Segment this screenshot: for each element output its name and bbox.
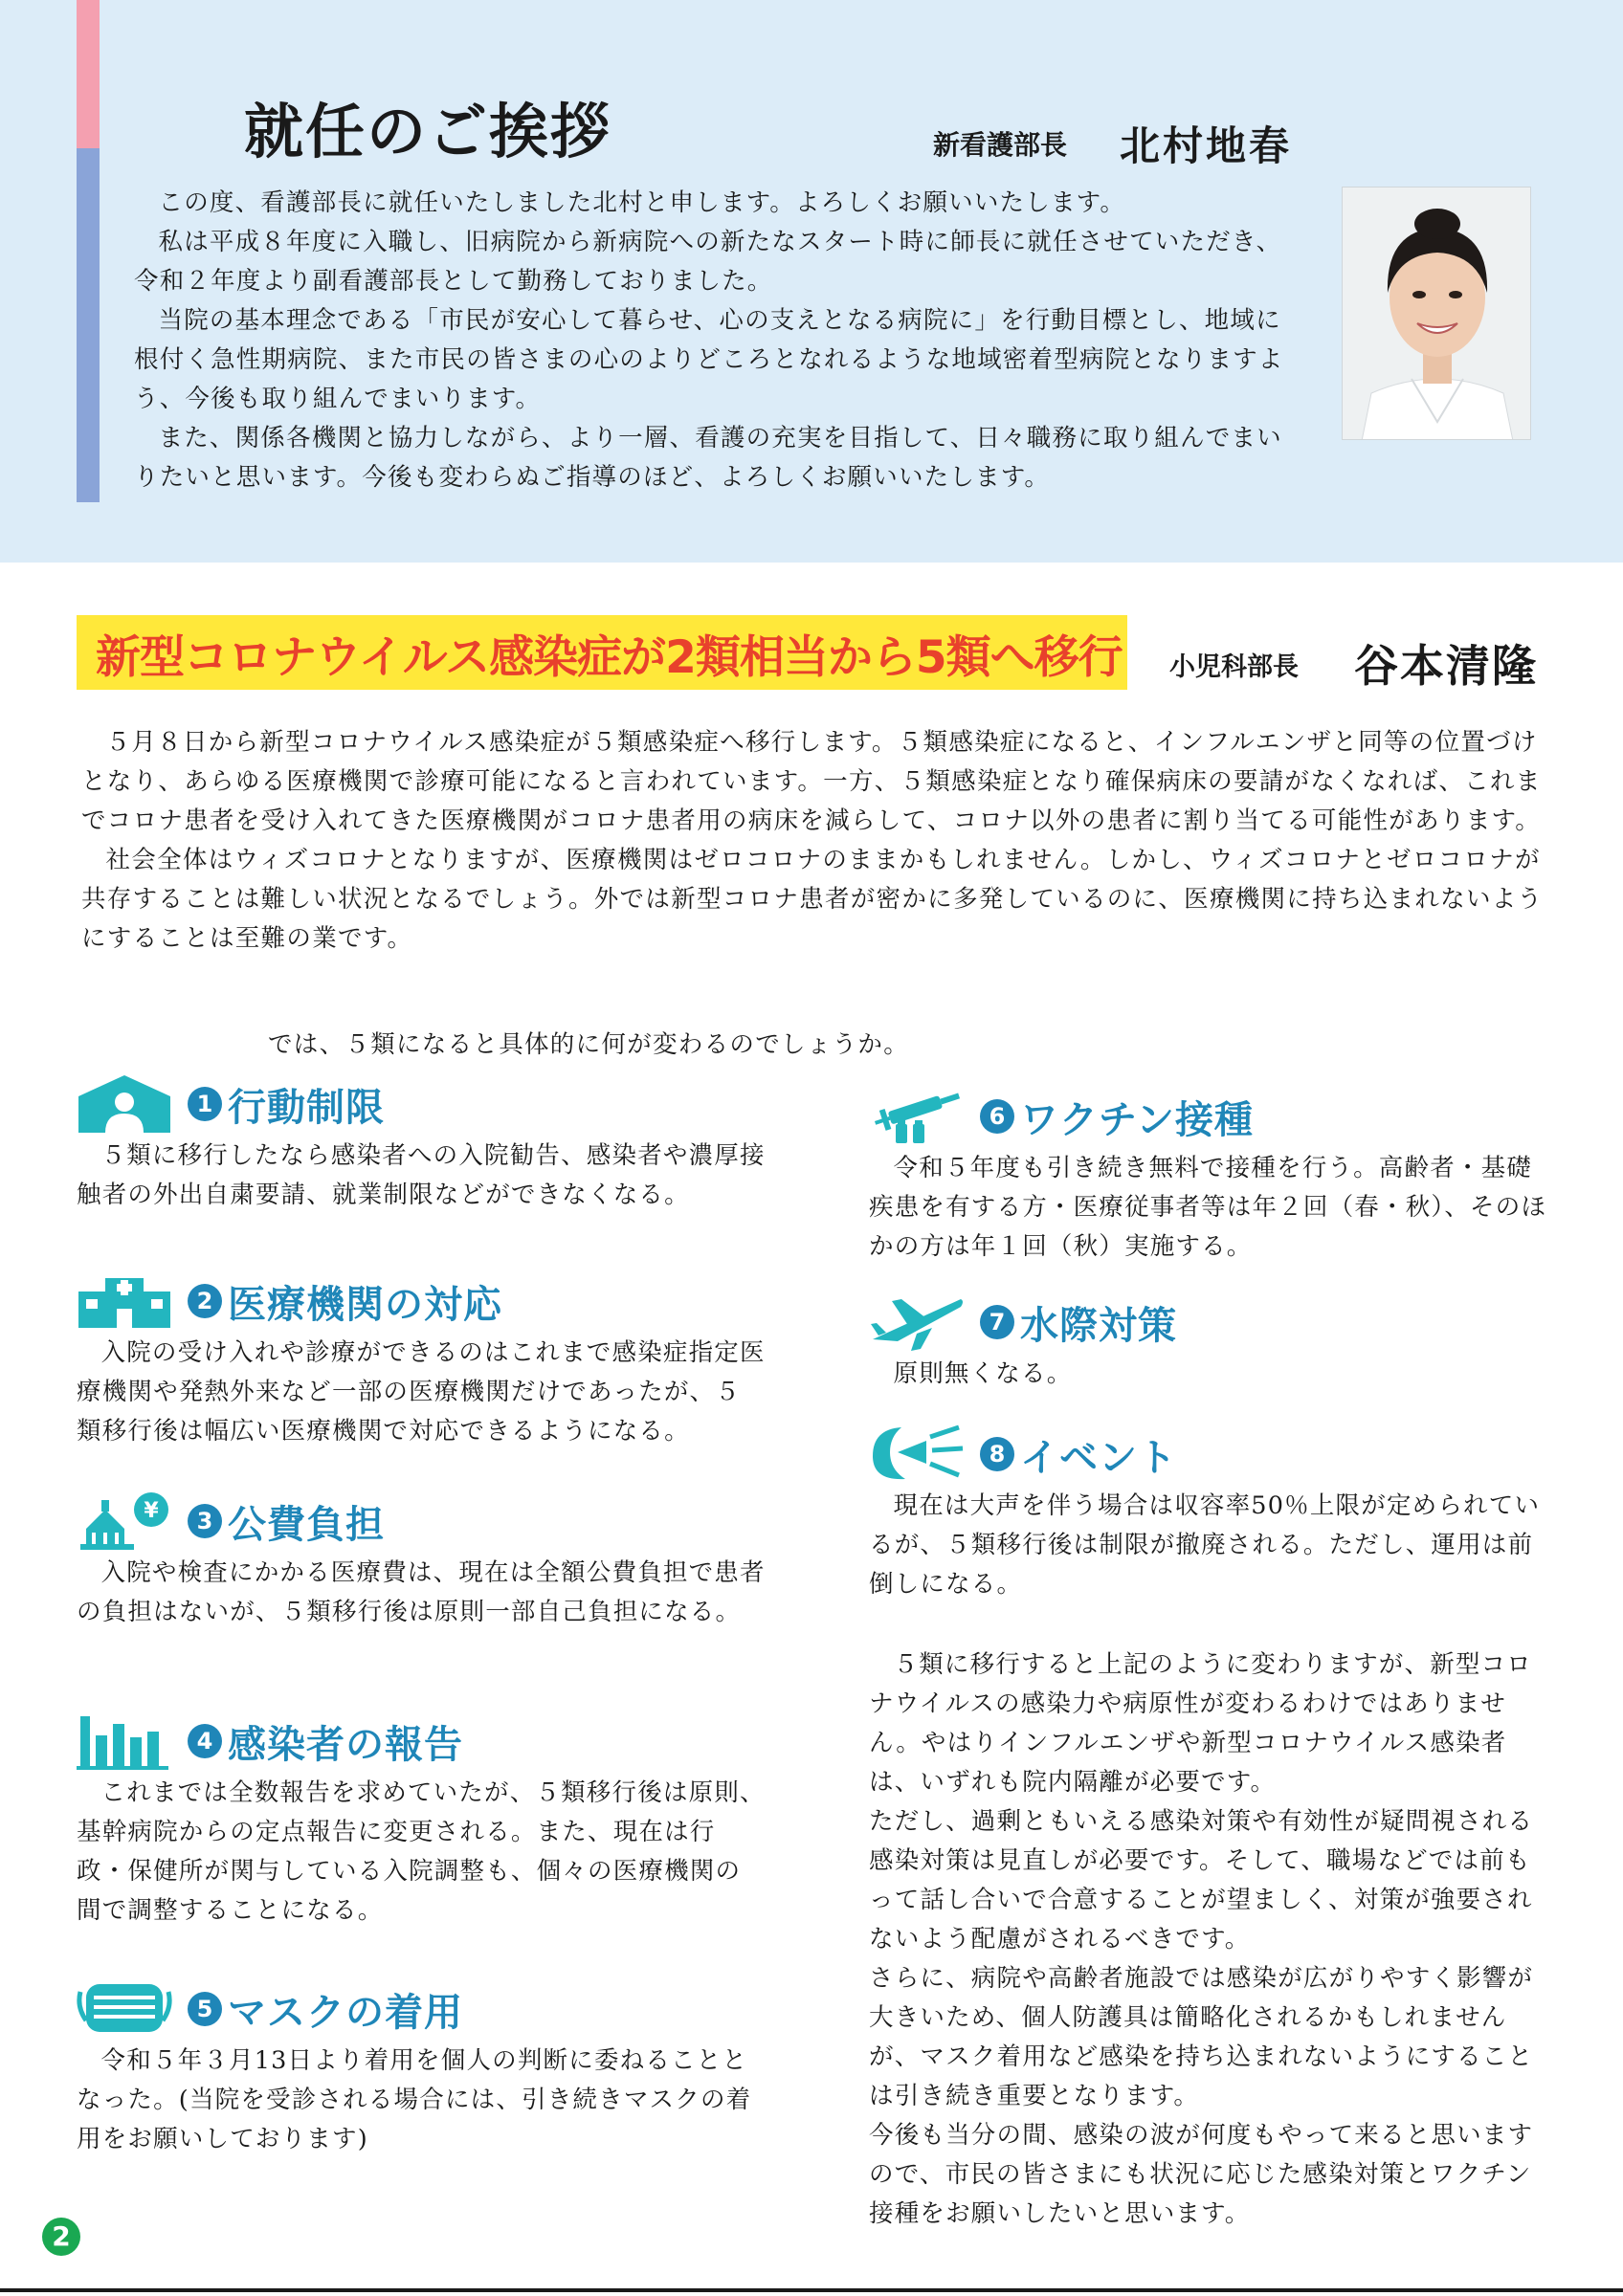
item-number: 5 (188, 1992, 222, 2026)
change-item-public-expense (77, 1490, 766, 1632)
greeting-title: 就任のご挨拶 (244, 97, 612, 166)
house-person-icon (77, 1073, 172, 1133)
item-body: ５類に移行したなら感染者への入院勧告、感染者や濃厚接触者の外出自粛要請、就業制限などができなくなる。 (77, 1141, 766, 1209)
portrait-photo-illustration (1343, 188, 1531, 440)
megaphone-icon (869, 1424, 965, 1483)
item-body: 現在は大声を伴う場合は収容率50％上限が定められているが、５類移行後は制限が撤廃される。ただし、運用は前倒しになる。 (869, 1491, 1541, 1599)
airplane-icon (869, 1292, 965, 1351)
change-item-events (869, 1424, 1548, 1604)
item-title: 公費負担 (228, 1503, 385, 1547)
item-number: 1 (188, 1087, 222, 1121)
item-number: 6 (980, 1099, 1014, 1134)
item-title: 水際対策 (1020, 1304, 1177, 1348)
covid-intro (81, 723, 1545, 959)
intro-paragraph: 社会全体はウィズコロナとなりますが、医療機関はゼロコロナのままかもしれません。しかし、ウィズコロナとゼロコロナが共存することは難しい状況となるでしょう。外では新型コロナ患者が密かに多発しているのに、医療機関に持ち込まれないようにすることは至難の業です。 (81, 846, 1544, 953)
side-bar-blue (77, 148, 100, 502)
item-body: 原則無くなる。 (893, 1359, 1073, 1388)
svg-text:¥: ¥ (144, 1499, 159, 1523)
intro-paragraph: ５月８日から新型コロナウイルス感染症が５類感染症へ移行します。５類感染症になると、インフルエンザと同等の位置づけとなり、あらゆる医療機関で診療可能になると言われています。一方、５類感染症となり確保病床の要請がなくなれば、これまでコロナ患者を受け入れてきた医療機関がコロナ患者用の病床を減らして、コロナ以外の患者に割り当てる可能性があります。 (81, 728, 1542, 835)
covid-headline: 新型コロナウイルス感染症が2類相当から5類へ移行 (96, 631, 1123, 684)
change-item-border-measures (869, 1292, 1548, 1394)
item-body: 令和５年度も引き続き無料で接種を行う。高齢者・基礎疾患を有する方・医療従事者等は年２回（春・秋）、そのほかの方は年１回（秋）実施する。 (869, 1154, 1547, 1261)
change-item-medical-institutions (77, 1270, 766, 1451)
greeting-paragraph: この度、看護部長に就任いたしました北村と申します。よろしくお願いいたします。 (158, 188, 1126, 217)
summary-paragraph: ただし、過剰ともいえる感染対策や有効性が疑問視される感染対策は見直しが必要です。そして、職場などでは前もって話し合いで合意することが望ましく、対策が強要されないよう配慮がされるべきです。 (869, 1807, 1534, 1954)
item-body: 入院の受け入れや診療ができるのはこれまで感染症指定医療機関や発熱外来など一部の医療機関だけであったが、５類移行後は幅広い医療機関で対応できるようになる。 (77, 1338, 766, 1446)
summary-paragraph: さらに、病院や高齢者施設では感染が広がりやすく影響が大きいため、個人防護具は簡略化されるかもしれませんが、マスク着用など感染を持ち込まれないようにすることは引き続き重要となります。 (869, 1964, 1534, 2110)
item-number: 8 (980, 1437, 1014, 1471)
item-title: イベント (1020, 1436, 1177, 1480)
bar-chart-icon (77, 1711, 172, 1770)
item-number: 4 (188, 1724, 222, 1758)
covid-author-role: 小児科部長 (1169, 652, 1299, 682)
change-item-infection-report (77, 1711, 766, 1931)
summary-paragraph: ５類に移行すると上記のように変わりますが、新型コロナウイルスの感染力や病原性が変わるわけではありません。やはりインフルエンザや新型コロナウイルス感染者は、いずれも院内隔離が必要です。 (869, 1650, 1533, 1797)
covid-question: では、５類になると具体的に何が変わるのでしょうか。 (268, 1030, 910, 1059)
item-body: これまでは全数報告を求めていたが、５類移行後は原則、基幹病院からの定点報告に変更される。また、現在は行政・保健所が関与している入院調整も、個々の医療機関の間で調整することになる。 (77, 1778, 766, 1925)
item-number: 7 (980, 1305, 1014, 1339)
summary-paragraph: 今後も当分の間、感染の波が何度もやって来ると思いますので、市民の皆さまにも状況に応じた感染対策とワクチン接種をお願いしたいと思います。 (869, 2121, 1534, 2228)
bottom-rule (0, 2288, 1623, 2292)
item-number: 3 (188, 1504, 222, 1538)
greeting-section (0, 0, 1623, 563)
summary-text (869, 1645, 1548, 2234)
portrait-photo (1342, 187, 1531, 440)
hospital-icon (77, 1270, 172, 1330)
item-title: 医療機関の対応 (228, 1283, 502, 1327)
item-title: マスクの着用 (228, 1991, 463, 2035)
greeting-role: 新看護部長 (933, 129, 1068, 161)
greeting-paragraph: 私は平成８年度に入職し、旧病院から新病院への新たなスタート時に師長に就任させていただき、令和２年度より副看護部長として勤務しておりました。 (134, 228, 1282, 296)
item-title: 行動制限 (228, 1086, 385, 1130)
covid-author-name: 谷本清隆 (1354, 640, 1538, 692)
item-title: 感染者の報告 (228, 1723, 463, 1767)
greeting-body (134, 184, 1297, 497)
change-item-action-restriction (77, 1073, 766, 1215)
side-bar-pink (77, 0, 100, 148)
greeting-paragraph: 当院の基本理念である「市民が安心して暮らせ、心の支えとなる病院に」を行動目標とし、地域に根付く急性期病院、また市民の皆さまの心のよりどころとなれるような地域密着型病院となりますよう、今後も取り組んでまいります。 (134, 306, 1284, 413)
syringe-vial-icon (869, 1086, 965, 1145)
change-item-vaccination (869, 1086, 1548, 1267)
greeting-paragraph: また、関係各機関と協力しながら、より一層、看護の充実を目指して、日々職務に取り組んでまいりたいと思います。今後も変わらぬご指導のほど、よろしくお願いいたします。 (134, 424, 1282, 492)
mask-icon (77, 1978, 172, 2038)
item-number: 2 (188, 1284, 222, 1318)
change-item-mask (77, 1978, 766, 2159)
item-title: ワクチン接種 (1020, 1098, 1254, 1142)
item-body: 入院や検査にかかる医療費は、現在は全額公費負担で患者の負担はないが、５類移行後は原則一部自己負担になる。 (77, 1558, 766, 1626)
page-number-badge: 2 (42, 2218, 80, 2256)
greeting-name: 北村地春 (1120, 122, 1293, 169)
government-yen-icon (77, 1490, 172, 1550)
item-body: 令和５年３月13日より着用を個人の判断に委ねることとなった。(当院を受診される場合には、引き続きマスクの着用をお願いしております) (77, 2046, 752, 2153)
